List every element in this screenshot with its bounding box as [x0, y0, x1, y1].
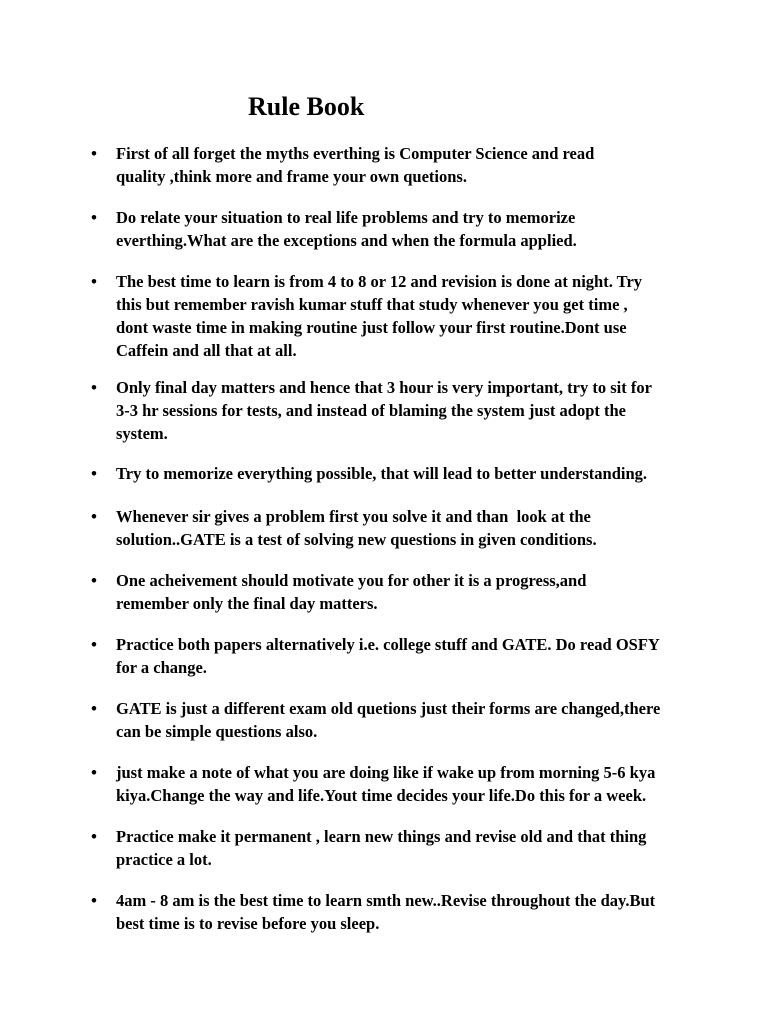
rule-line: 4am - 8 am is the best time to learn smth new..Revise throughout the day.But — [116, 891, 656, 910]
bullet-icon: • — [91, 827, 97, 846]
rule-line: best time is to revise before you sleep. — [116, 914, 380, 933]
rule-text — [116, 206, 706, 252]
rule-line: everthing.What are the exceptions and when the formula applied. — [116, 231, 577, 250]
rule-line: system. — [116, 424, 168, 443]
rule-line: Practice both papers alternatively i.e. college stuff and GATE. Do read OSFY — [116, 635, 660, 654]
bullet-icon: • — [91, 635, 97, 654]
rule-line: kiya.Change the way and life.Yout time decides your life.Do this for a week. — [116, 786, 647, 805]
rule-line: First of all forget the myths everthing is Computer Science and read — [116, 144, 595, 163]
rule-line: 3-3 hr sessions for tests, and instead of blaming the system just adopt the — [116, 401, 627, 420]
rule-line: Whenever sir gives a problem first you solve it and than look at the — [116, 507, 591, 526]
rule-line: Only final day matters and hence that 3 hour is very important, try to sit for — [116, 378, 652, 397]
rule-line: The best time to learn is from 4 to 8 or 12 and revision is done at night. Try — [116, 272, 643, 291]
rule-line: quality ,think more and frame your own quetions. — [116, 167, 467, 186]
rule-text — [116, 633, 706, 679]
bullet-icon: • — [91, 507, 97, 526]
rule-line: practice a lot. — [116, 850, 212, 869]
page-title: Rule Book — [248, 92, 365, 121]
rule-line: Try to memorize everything possible, that will lead to better understanding. — [116, 464, 648, 483]
rule-text — [116, 825, 706, 871]
rule-line: Do relate your situation to real life problems and try to memorize — [116, 208, 576, 227]
bullet-icon: • — [91, 891, 97, 910]
bullet-icon: • — [91, 208, 97, 227]
rule-text — [116, 376, 706, 445]
rule-line: GATE is just a different exam old quetions just their forms are changed,there — [116, 699, 661, 718]
rule-line: Practice make it permanent , learn new things and revise old and that thing — [116, 827, 647, 846]
bullet-icon: • — [91, 763, 97, 782]
bullet-icon: • — [91, 272, 97, 291]
rule-line: for a change. — [116, 658, 207, 677]
rule-line: remember only the final day matters. — [116, 594, 378, 613]
bullet-icon: • — [91, 571, 97, 590]
rule-text — [116, 505, 706, 551]
rule-line: solution..GATE is a test of solving new questions in given conditions. — [116, 530, 597, 549]
rule-line: just make a note of what you are doing like if wake up from morning 5-6 kya — [116, 763, 656, 782]
rule-text — [116, 569, 706, 615]
rule-line: Caffein and all that at all. — [116, 341, 297, 360]
rule-line: One acheivement should motivate you for other it is a progress,and — [116, 571, 587, 590]
rule-text — [116, 761, 706, 807]
rule-text — [116, 462, 706, 485]
rule-line: dont waste time in making routine just follow your first routine.Dont use — [116, 318, 627, 337]
bullet-icon: • — [91, 378, 97, 397]
rule-text — [116, 889, 706, 935]
bullet-icon: • — [91, 699, 97, 718]
rule-text — [116, 697, 706, 743]
bullet-icon: • — [91, 144, 97, 163]
bullet-icon: • — [91, 464, 97, 483]
rule-text — [116, 270, 706, 362]
rule-line: can be simple questions also. — [116, 722, 318, 741]
rule-line: this but remember ravish kumar stuff that study whenever you get time , — [116, 295, 628, 314]
rule-text — [116, 142, 706, 188]
